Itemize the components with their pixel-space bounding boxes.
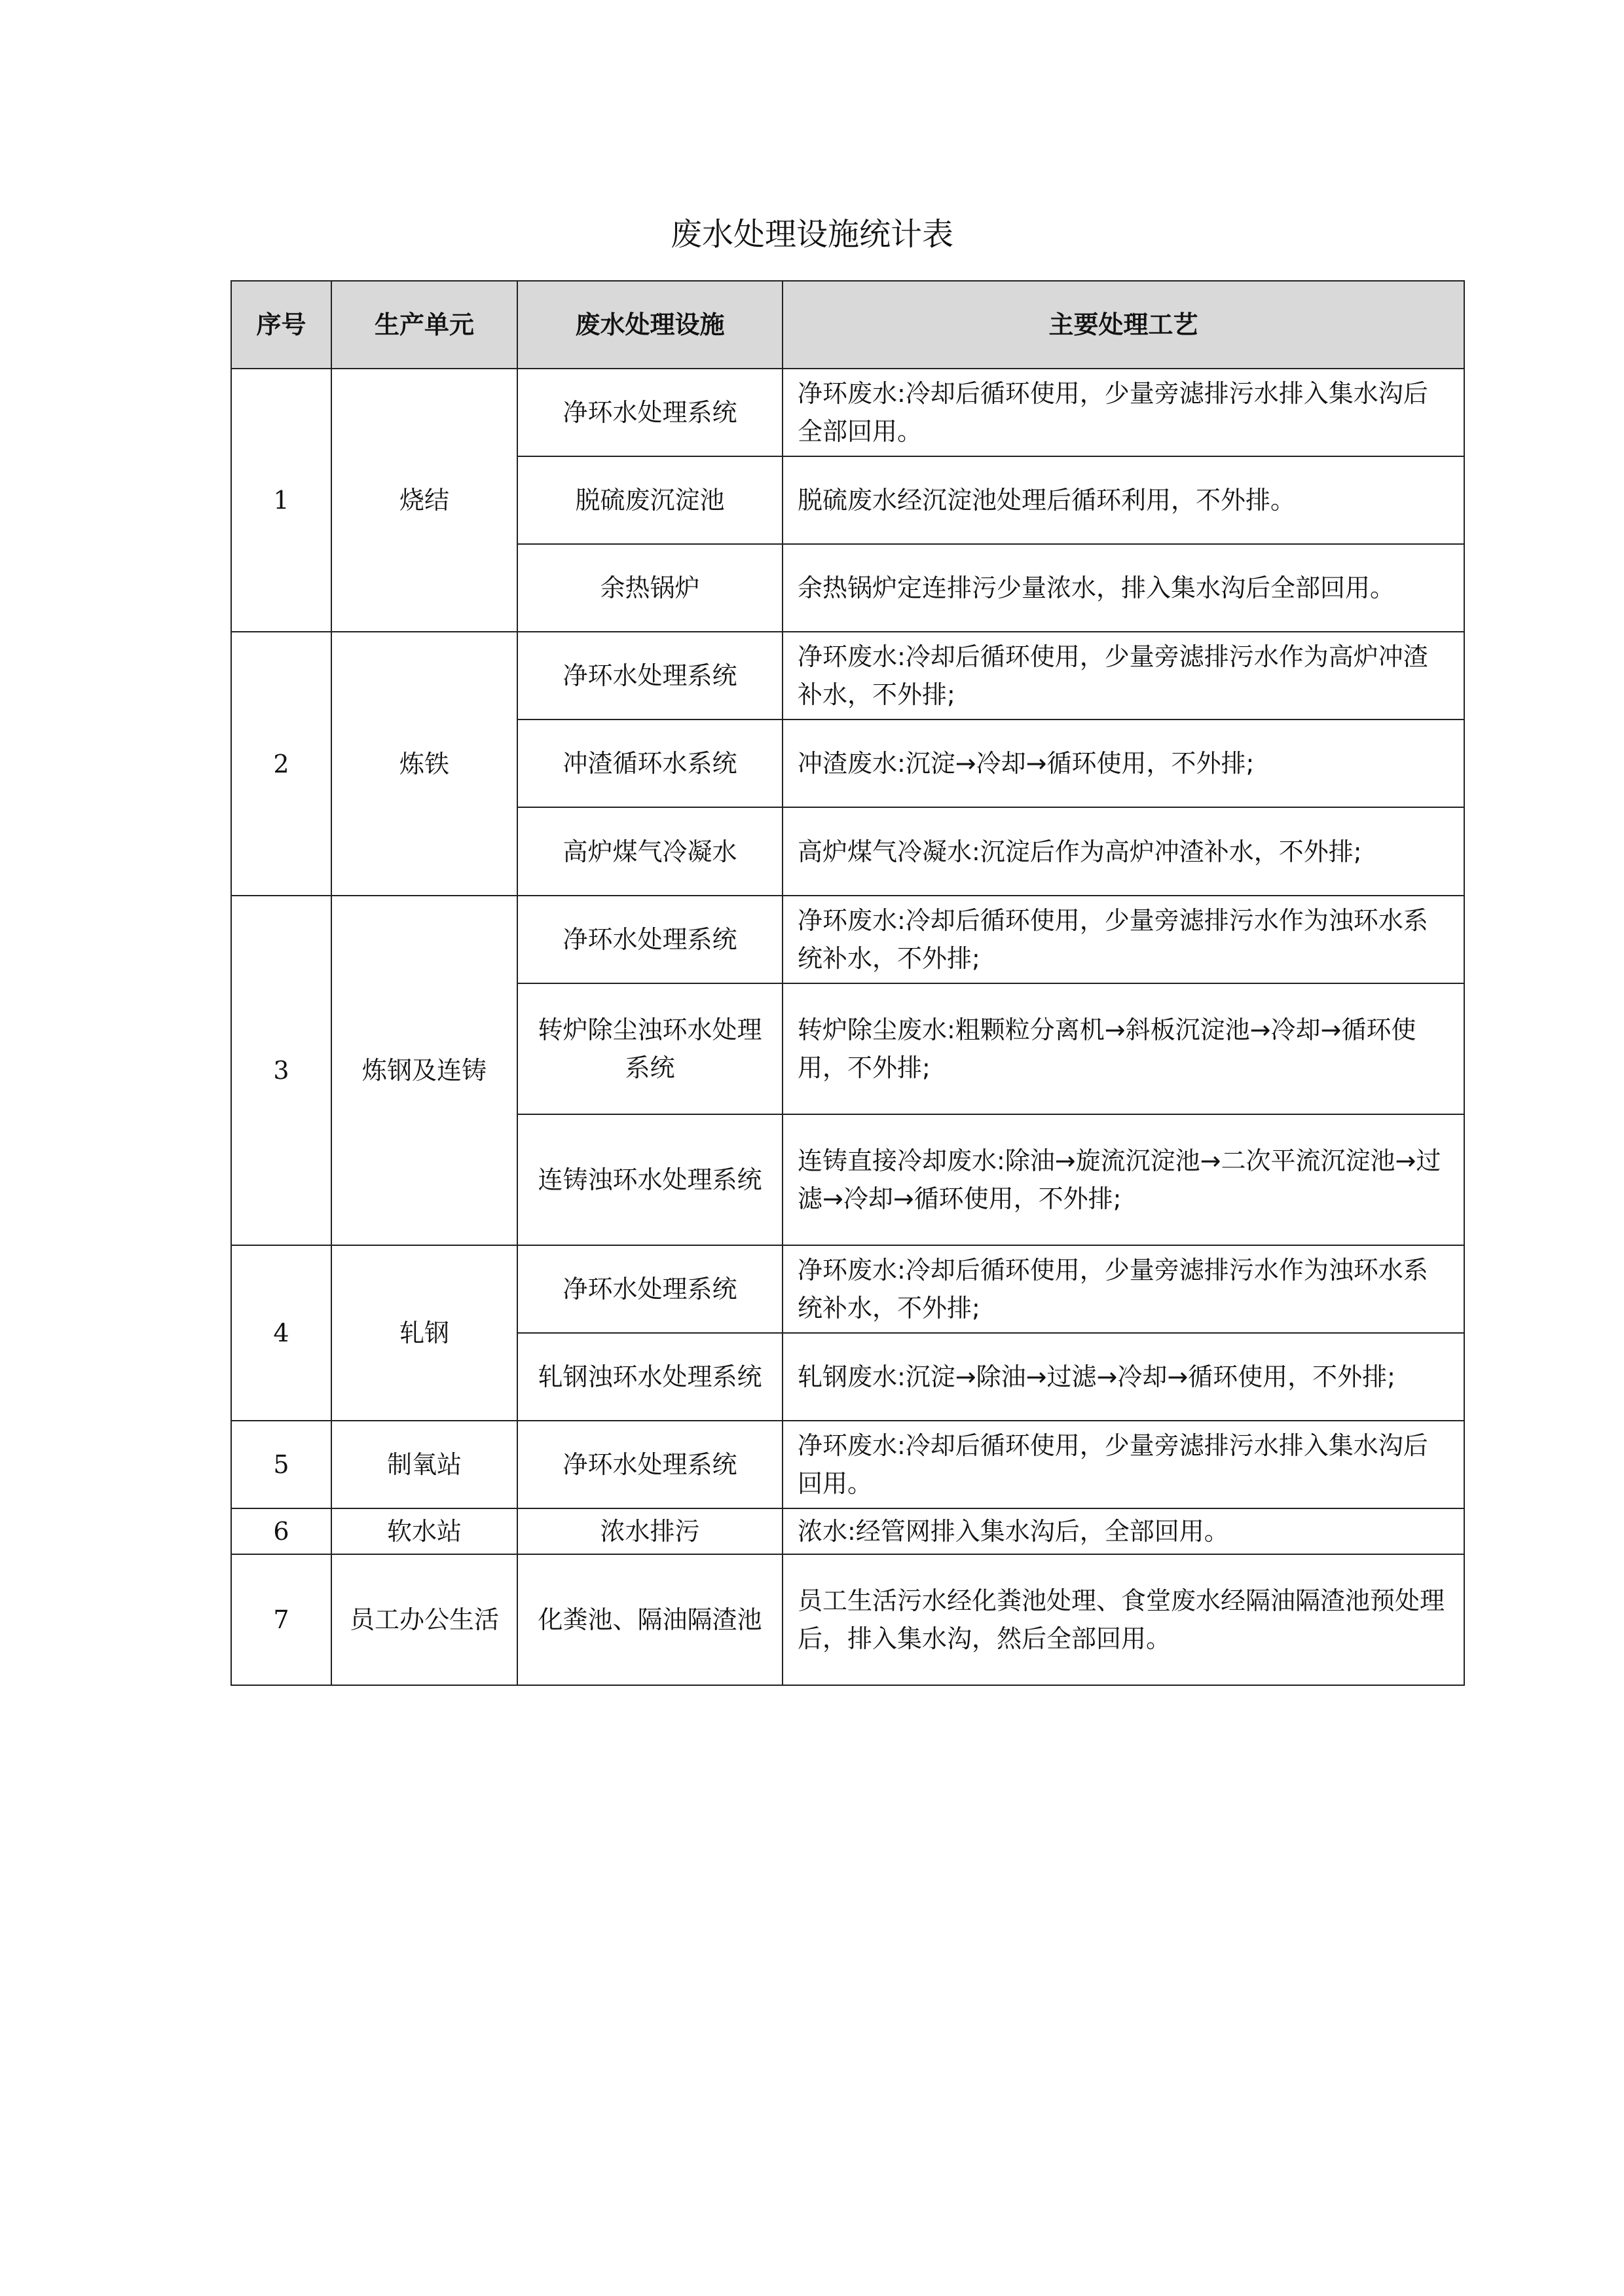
facility-cell: 净环水处理系统 (517, 1421, 783, 1508)
seq-cell: 7 (231, 1554, 331, 1685)
facility-cell: 转炉除尘浊环水处理系统 (517, 983, 783, 1114)
facility-cell: 净环水处理系统 (517, 896, 783, 983)
process-cell: 转炉除尘废水:粗颗粒分离机→斜板沉淀池→冷却→循环使用，不外排; (783, 983, 1464, 1114)
facility-cell: 余热锅炉 (517, 544, 783, 632)
header-process: 主要处理工艺 (783, 281, 1464, 369)
table-row (231, 896, 1464, 983)
unit-cell: 制氧站 (331, 1421, 517, 1508)
unit-cell: 软水站 (331, 1508, 517, 1554)
unit-cell: 轧钢 (331, 1245, 517, 1421)
table-row (231, 632, 1464, 720)
header-seq: 序号 (231, 281, 331, 369)
unit-cell: 炼铁 (331, 632, 517, 896)
facility-cell: 净环水处理系统 (517, 632, 783, 720)
process-cell: 净环废水:冷却后循环使用，少量旁滤排污水作为浊环水系统补水，不外排; (783, 1245, 1464, 1333)
process-cell: 员工生活污水经化粪池处理、食堂废水经隔油隔渣池预处理后，排入集水沟，然后全部回用。 (783, 1554, 1464, 1685)
document-title: 废水处理设施统计表 (670, 216, 953, 253)
facility-cell: 连铸浊环水处理系统 (517, 1114, 783, 1245)
facility-cell: 化粪池、隔油隔渣池 (517, 1554, 783, 1685)
facility-cell: 脱硫废沉淀池 (517, 456, 783, 544)
process-cell: 连铸直接冷却废水:除油→旋流沉淀池→二次平流沉淀池→过滤→冷却→循环使用，不外排; (783, 1114, 1464, 1245)
process-cell: 余热锅炉定连排污少量浓水，排入集水沟后全部回用。 (783, 544, 1464, 632)
process-cell: 冲渣废水:沉淀→冷却→循环使用，不外排; (783, 720, 1464, 807)
header-unit: 生产单元 (331, 281, 517, 369)
facility-cell: 净环水处理系统 (517, 1245, 783, 1333)
seq-cell: 4 (231, 1245, 331, 1421)
wastewater-facility-table (231, 280, 1465, 1686)
table-row (231, 369, 1464, 456)
seq-cell: 2 (231, 632, 331, 896)
process-cell: 浓水:经管网排入集水沟后，全部回用。 (783, 1508, 1464, 1554)
table-row (231, 1554, 1464, 1685)
process-cell: 净环废水:冷却后循环使用，少量旁滤排污水作为高炉冲渣补水，不外排; (783, 632, 1464, 720)
unit-cell: 员工办公生活 (331, 1554, 517, 1685)
seq-cell: 3 (231, 896, 331, 1245)
unit-cell: 炼钢及连铸 (331, 896, 517, 1245)
seq-cell: 1 (231, 369, 331, 632)
process-cell: 脱硫废水经沉淀池处理后循环利用，不外排。 (783, 456, 1464, 544)
unit-cell: 烧结 (331, 369, 517, 632)
process-cell: 净环废水:冷却后循环使用，少量旁滤排污水作为浊环水系统补水，不外排; (783, 896, 1464, 983)
header-facility: 废水处理设施 (517, 281, 783, 369)
process-cell: 轧钢废水:沉淀→除油→过滤→冷却→循环使用，不外排; (783, 1333, 1464, 1421)
process-cell: 净环废水:冷却后循环使用，少量旁滤排污水排入集水沟后回用。 (783, 1421, 1464, 1508)
seq-cell: 5 (231, 1421, 331, 1508)
table-row (231, 1245, 1464, 1333)
facility-cell: 浓水排污 (517, 1508, 783, 1554)
facility-cell: 高炉煤气冷凝水 (517, 807, 783, 896)
process-cell: 高炉煤气冷凝水:沉淀后作为高炉冲渣补水，不外排; (783, 807, 1464, 896)
facility-cell: 轧钢浊环水处理系统 (517, 1333, 783, 1421)
table-row (231, 1421, 1464, 1508)
table-row (231, 1508, 1464, 1554)
seq-cell: 6 (231, 1508, 331, 1554)
facility-cell: 冲渣循环水系统 (517, 720, 783, 807)
process-cell: 净环废水:冷却后循环使用，少量旁滤排污水排入集水沟后全部回用。 (783, 369, 1464, 456)
facility-cell: 净环水处理系统 (517, 369, 783, 456)
table-header-row (231, 281, 1464, 369)
